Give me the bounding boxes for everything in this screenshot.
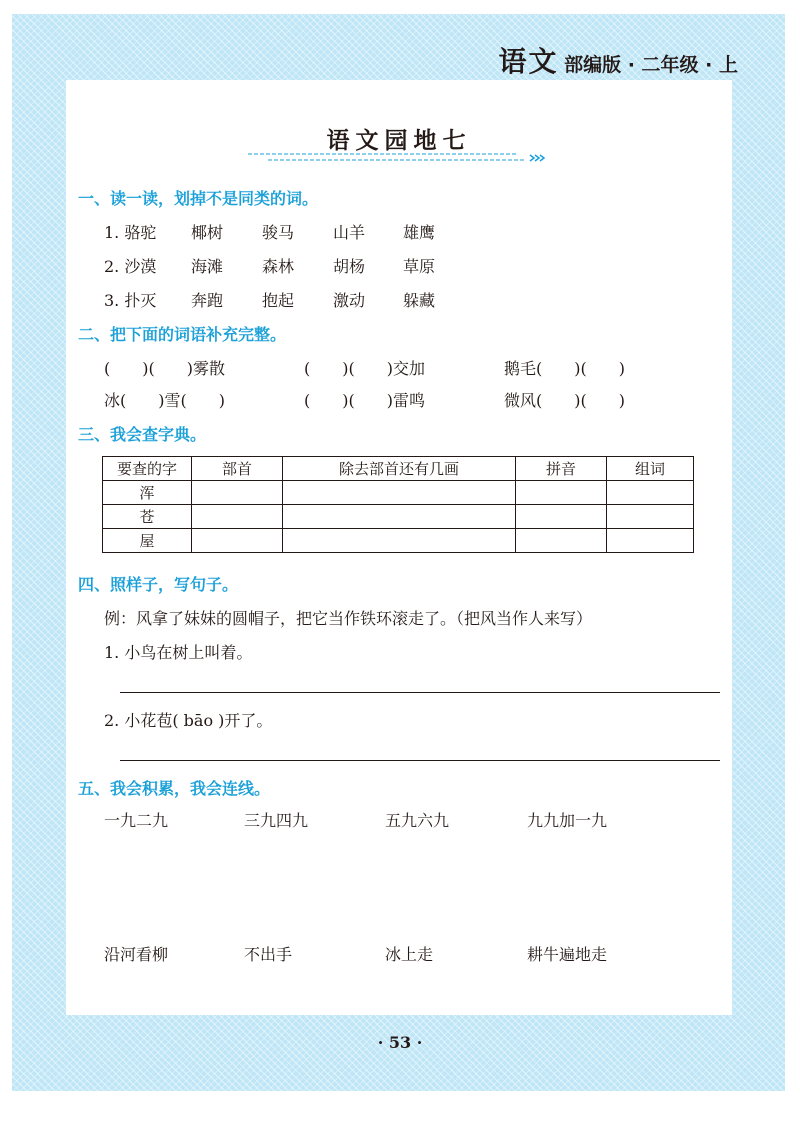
table-header: 要查的字 <box>103 457 192 481</box>
section-3-heading: 三、我会查字典。 <box>78 425 207 444</box>
answer-cell[interactable] <box>607 481 694 505</box>
table-char: 浑 <box>103 481 192 505</box>
page-number: · 53 · <box>377 1033 423 1052</box>
answer-cell[interactable] <box>192 529 283 553</box>
answer-cell[interactable] <box>607 529 694 553</box>
word: 3. 扑灭 <box>104 291 157 310</box>
match-item[interactable]: 九九加一九 <box>527 811 608 830</box>
book-header <box>499 40 739 80</box>
page-title: 语文园地七 <box>326 128 472 154</box>
table-char: 屋 <box>103 529 192 553</box>
idiom-blank: 冰( )雪( ) <box>104 391 225 410</box>
answer-line-1[interactable] <box>120 692 720 693</box>
answer-line-2[interactable] <box>120 760 720 761</box>
table-header-row <box>103 457 694 481</box>
answer-cell[interactable] <box>283 529 516 553</box>
header-edition: 部编版 · 二年级 · 上 <box>564 54 738 76</box>
section-2-heading: 二、把下面的词语补充完整。 <box>78 325 287 344</box>
section-4-heading: 四、照样子，写句子。 <box>78 575 239 594</box>
table-row <box>103 505 694 529</box>
answer-cell[interactable] <box>516 529 607 553</box>
answer-cell[interactable] <box>283 505 516 529</box>
word: 草原 <box>403 257 436 276</box>
table-row <box>103 529 694 553</box>
idiom-blank: 鹅毛( )( ) <box>504 359 625 378</box>
match-item[interactable]: 一九二九 <box>104 811 169 830</box>
word: 2. 沙漠 <box>104 257 157 276</box>
dictionary-table <box>102 456 694 553</box>
table-header: 拼音 <box>516 457 607 481</box>
word: 雄鹰 <box>403 223 436 242</box>
match-item[interactable]: 五九六九 <box>385 811 450 830</box>
word: 躲藏 <box>403 291 436 310</box>
word: 海滩 <box>191 257 224 276</box>
match-item[interactable]: 冰上走 <box>385 945 434 964</box>
question-1: 1. 小鸟在树上叫着。 <box>104 643 253 662</box>
answer-cell[interactable] <box>192 505 283 529</box>
answer-cell[interactable] <box>516 505 607 529</box>
answer-cell[interactable] <box>192 481 283 505</box>
answer-cell[interactable] <box>607 505 694 529</box>
question-2: 2. 小花苞( bāo )开了。 <box>104 711 273 730</box>
word: 奔跑 <box>191 291 224 310</box>
word: 山羊 <box>333 223 366 242</box>
idiom-blank: ( )( )雷鸣 <box>304 391 425 410</box>
section-5-heading: 五、我会积累，我会连线。 <box>78 779 271 798</box>
word: 抱起 <box>262 291 295 310</box>
idiom-blank: ( )( )交加 <box>304 359 425 378</box>
word: 森林 <box>262 257 295 276</box>
word: 椰树 <box>191 223 224 242</box>
header-subject: 语文 <box>498 45 559 78</box>
table-header: 组词 <box>607 457 694 481</box>
match-item[interactable]: 耕牛遍地走 <box>527 945 608 964</box>
table-header: 除去部首还有几画 <box>283 457 516 481</box>
word: 激动 <box>333 291 366 310</box>
worksheet-card <box>66 80 732 1015</box>
table-header: 部首 <box>192 457 283 481</box>
idiom-blank: ( )( )雾散 <box>104 359 225 378</box>
match-item[interactable]: 沿河看柳 <box>104 945 169 964</box>
section-1-heading: 一、读一读，划掉不是同类的词。 <box>78 189 319 208</box>
table-char: 苍 <box>103 505 192 529</box>
word: 1. 骆驼 <box>104 223 157 242</box>
word: 骏马 <box>262 223 295 242</box>
answer-cell[interactable] <box>283 481 516 505</box>
example-sentence: 例：风拿了妹妹的圆帽子，把它当作铁环滚走了。（把风当作人来写） <box>104 609 593 628</box>
match-item[interactable]: 三九四九 <box>244 811 309 830</box>
idiom-blank: 微风( )( ) <box>504 391 625 410</box>
match-item[interactable]: 不出手 <box>244 945 293 964</box>
word: 胡杨 <box>333 257 366 276</box>
answer-cell[interactable] <box>516 481 607 505</box>
title-underline-decoration <box>248 152 548 166</box>
table-row <box>103 481 694 505</box>
